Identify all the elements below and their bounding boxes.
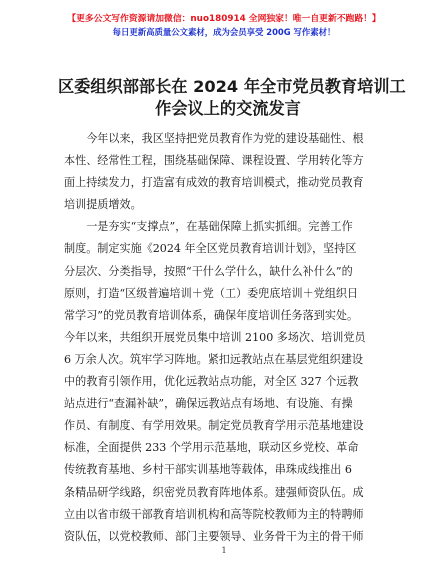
body-line: 制度。制定实施《2024 年全区党员教育培训计划》，坚持区 [64, 242, 357, 256]
promo-banner-line-2: 每日更新高质量公文素材，成为会员享受 200G 写作素材！ [112, 27, 336, 37]
body-line: 培训提质增效。 [64, 198, 142, 212]
body-line: 条精品研学线路，织密党员教育阵地体系。建强师资队伍。成 [64, 485, 364, 499]
document-title-line-1: 区委组织部部长在 2024 年全市党员教育培训工 [58, 77, 406, 96]
document-title [58, 76, 406, 120]
body-line: 6 万余人次。筑牢学习阵地。紧扣远教站点在基层党组织建设 [64, 352, 364, 366]
document-body [64, 128, 386, 548]
page-number: 1 [221, 546, 227, 555]
body-line: 面上持续发力，打造富有成效的教育培训模式，推动党员教育 [64, 176, 364, 190]
body-line: 标准，全面提供 233 个学用示范基地，联动区乡党校、革命 [64, 441, 359, 455]
body-line: 今年以来，我区坚持把党员教育作为党的建设基础性、根 [64, 132, 364, 145]
body-line: 常学习”的党员教育培训体系，确保年度培训任务落到实处。 [64, 308, 359, 322]
body-line: 中的教育引领作用，优化远教站点功能，对全区 327 个远教 [64, 375, 359, 389]
body-line: 传统教育基地、乡村干部实训基地等载体，串珠成线推出 6 [64, 463, 352, 477]
body-line: 原则，打造“区级普遍培训＋党（工）委兜底培训＋党组织日 [64, 286, 359, 300]
body-line: 分层次、分类指导，按照“干什么学什么，缺什么补什么”的 [64, 264, 353, 278]
document-title-line-2: 作会议上的交流发言 [155, 99, 301, 118]
body-line: 今年以来，共组织开展党员集中培训 2100 多场次、培训党员 [64, 330, 366, 344]
body-line: 资队伍，以党校教师、部门主要领导、业务骨干为主的骨干师 [64, 529, 364, 543]
body-line: 站点进行“查漏补缺”，确保远教站点有场地、有设施、有操 [64, 397, 353, 411]
body-line: 作员、有制度、有学用效果。制定党员教育学用示范基地建设 [64, 419, 364, 433]
promo-banner-line-1: 【更多公文写作资源请加微信：nuo180914 全网独家！唯一自更新不跑路！】 [67, 14, 381, 24]
body-line: 一是夯实“支撑点”，在基础保障上抓实抓细。完善工作 [64, 220, 353, 234]
body-line: 立由以省市级干部教育培训机构和高等院校教师为主的特聘师 [64, 507, 364, 521]
body-line: 本性、经常性工程，围绕基础保障、课程设置、学用转化等方 [64, 154, 364, 168]
